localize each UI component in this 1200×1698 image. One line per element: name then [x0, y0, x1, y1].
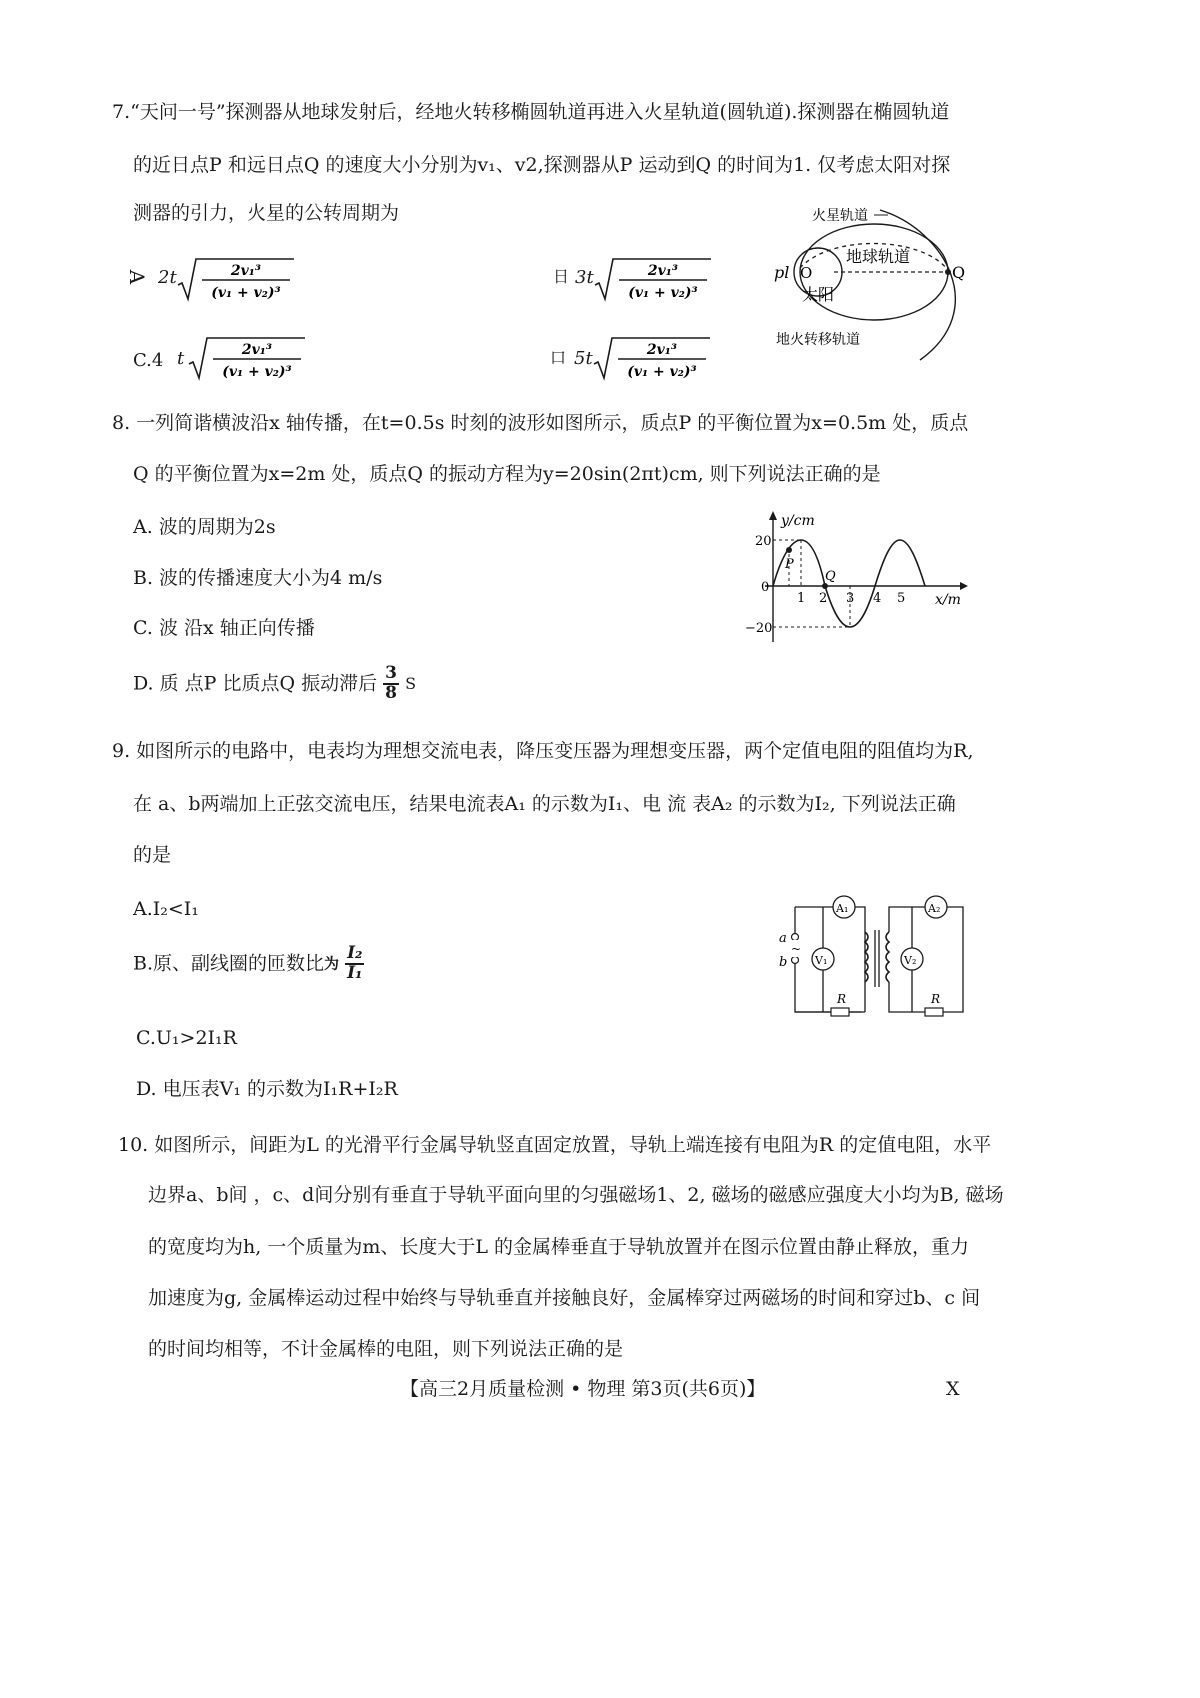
y-tick-20: 20: [755, 534, 772, 549]
q7-option-c-num: 2v₁³: [241, 342, 273, 358]
voltmeter-v1-label: V₁: [815, 954, 828, 967]
q7-option-d-coef: 5t: [574, 348, 593, 369]
q7-option-c-label: C.4: [133, 350, 164, 371]
q7-option-d-label: 口: [550, 348, 567, 367]
earth-orbit-label: 地球轨道: [846, 247, 911, 266]
q7-option-d-den: (v₁ + v₂)³: [627, 364, 697, 380]
q8-option-a: A. 波的周期为2s: [133, 516, 276, 538]
q-label: Q: [952, 263, 966, 282]
q7-option-a-coef: 2t: [158, 267, 177, 288]
q8-option-b: B. 波的传播速度大小为4 m/s: [133, 567, 383, 589]
q10-line-4: 加速度为g, 金属棒运动过程中始终与导轨垂直并接触良好，金属棒穿过两磁场的时间和穿过b、c 间: [148, 1287, 981, 1309]
q8-option-d-unit: S: [405, 673, 417, 693]
terminal-b-label: b: [779, 955, 788, 970]
orbit-diagram: [770, 200, 980, 370]
mars-orbit-label: 火星轨道: [812, 208, 868, 224]
q8-option-d-num: 3: [385, 663, 398, 683]
secondary-coil: [886, 932, 889, 982]
q8-option-d-den: 8: [385, 682, 398, 703]
q7-option-c-coef: t: [177, 348, 185, 369]
q7-line-1: 7.“天问一号”探测器从地球发射后，经地火转移椭圆轨道再进入火星轨道(圆轨道).探测器在椭圆轨道: [112, 101, 950, 123]
q7-option-a-num: 2v₁³: [230, 263, 262, 279]
x-tick-5: 5: [897, 591, 906, 606]
q7-option-d-num: 2v₁³: [646, 342, 678, 358]
q7-option-c-den: (v₁ + v₂)³: [222, 364, 292, 380]
p-marker-label: P: [785, 557, 794, 572]
q7-option-b-label: 日: [553, 267, 570, 286]
q7-line-3: 测器的引力，火星的公转周期为: [133, 202, 400, 224]
q9-line-2: 在 a、b两端加上正弦交流电压，结果电流表A₁ 的示数为I₁、电 流 表A₂ 的示数为I₂, 下列说法正确: [133, 793, 956, 815]
x-tick-4: 4: [873, 591, 882, 606]
page-footer: 【高三2月质量检测 • 物理 第3页(共6页)】: [400, 1378, 766, 1400]
q8-line-2: Q 的平衡位置为x=2m 处，质点Q 的振动方程为y=20sin(2πt)cm, 则下列说法正确的是: [133, 463, 881, 485]
q7-option-b-formula: [593, 255, 713, 305]
y-tick-neg20: −20: [745, 621, 773, 636]
q7-option-a-den: (v₁ + v₂)³: [211, 285, 281, 301]
q10-line-3: 的宽度均为h, 一个质量为m、长度大于L 的金属棒垂直于导轨放置并在图示位置由静止释放，重力: [148, 1236, 969, 1258]
q-point: [945, 269, 951, 275]
q7-option-b-num: 2v₁³: [647, 263, 679, 279]
x-tick-3: 3: [846, 591, 855, 606]
ammeter-a1-label: A₁: [836, 902, 849, 915]
sun-label: 太阳: [802, 285, 835, 304]
ammeter-a2-label: A₂: [928, 902, 941, 915]
q9-option-b-num: I₂: [347, 943, 363, 963]
o-label: O: [800, 264, 813, 282]
q9-option-a: A.I₂<I₁: [133, 898, 199, 920]
q8-option-d-fraction: [383, 665, 399, 703]
wave-curve: [773, 540, 925, 627]
resistor-r2-label: R: [931, 992, 941, 1006]
circuit-diagram: [775, 892, 975, 1022]
resistor-r2: [925, 1008, 943, 1016]
q7-option-b-den: (v₁ + v₂)³: [628, 285, 698, 301]
y-axis-label: y/cm: [781, 513, 815, 529]
transfer-orbit-label: 地火转移轨道: [776, 332, 860, 348]
q7-option-d-formula: [592, 334, 712, 384]
q8-line-1: 8. 一列简谐横波沿x 轴传播，在t=0.5s 时刻的波形如图所示，质点P 的平衡位置为x=0.5m 处，质点: [112, 412, 969, 434]
q7-option-a-formula: [176, 255, 296, 305]
voltmeter-v2-label: V₂: [904, 954, 917, 967]
x-tick-2: 2: [819, 591, 828, 606]
q9-line-3: 的是: [133, 844, 172, 866]
q7-line-2: 的近日点P 和远日点Q 的速度大小分别为v₁、v2,探测器从P 运动到Q 的时间为1. 仅考虑太阳对探: [133, 154, 951, 176]
q8-option-d: [133, 665, 416, 703]
terminal-a-label: a: [779, 931, 787, 946]
terminal-b: [792, 957, 799, 964]
q7-option-b-coef: 3t: [575, 267, 594, 288]
point-p: [786, 547, 792, 553]
p-label: pl: [774, 263, 790, 282]
q10-line-1: 10. 如图所示，间距为L 的光滑平行金属导轨竖直固定放置，导轨上端连接有电阻为R 的定值电阻，水平: [118, 1134, 992, 1156]
q9-option-c: C.U₁>2I₁R: [136, 1027, 237, 1049]
x-axis-label: x/m: [935, 592, 961, 608]
x-tick-1: 1: [797, 591, 806, 606]
q9-option-b: [133, 945, 364, 983]
q10-line-2: 边界a、b间 ，c、d间分别有垂直于导轨平面向里的匀强磁场1、2, 磁场的磁感应强度大小均为B, 磁场: [148, 1184, 1004, 1206]
terminal-a: [792, 934, 799, 941]
q-marker-label: Q: [825, 569, 836, 584]
q9-option-b-hint: 为: [324, 954, 340, 973]
q9-option-b-den: I₁: [347, 962, 363, 983]
q9-option-b-fraction: [345, 945, 364, 983]
resistor-r1-label: R: [837, 992, 847, 1006]
footer-mark: X: [946, 1378, 960, 1400]
q7-option-a-label: A: [125, 269, 150, 285]
q9-option-d: D. 电压表V₁ 的示数为I₁R+I₂R: [136, 1078, 398, 1100]
q10-line-5: 的时间均相等，不计金属棒的电阻，则下列说法正确的是: [148, 1338, 624, 1360]
q7-option-c-formula: [187, 334, 307, 384]
y-tick-0: 0: [761, 580, 770, 595]
q8-option-d-text: D. 质 点P 比质点Q 振动滞后: [133, 672, 378, 695]
q8-option-c: C. 波 沿x 轴正向传播: [133, 617, 315, 639]
q9-option-b-text: B.原、副线圈的匝数比: [133, 952, 325, 975]
resistor-r1: [831, 1008, 849, 1016]
wave-graph: [745, 508, 975, 648]
ac-source-label: ~: [791, 942, 802, 956]
q9-line-1: 9. 如图所示的电路中，电表均为理想交流电表，降压变压器为理想变压器，两个定值电阻的阻值均为R,: [112, 740, 974, 762]
